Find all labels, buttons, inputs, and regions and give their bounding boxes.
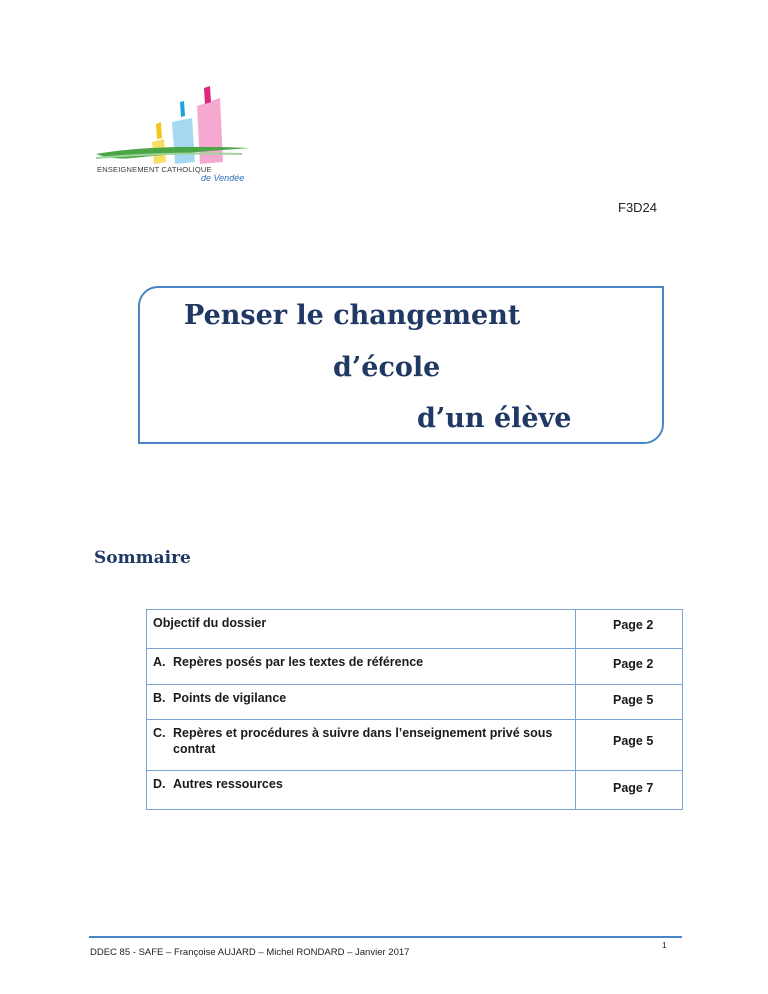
footer-text: DDEC 85 - SAFE – Françoise AUJARD – Michel RONDARD – Janvier 2017 (90, 947, 410, 958)
table-of-contents (146, 609, 683, 810)
toc-label: C. Repères et procédures à suivre dans l’enseignement privé sous contrat (147, 720, 576, 771)
toc-row (147, 685, 683, 720)
document-reference: F3D24 (618, 200, 658, 215)
toc-page: Page 7 (576, 771, 683, 810)
logo-text: ENSEIGNEMENT CATHOLIQUE (97, 165, 212, 174)
logo-subtext: de Vendée (201, 173, 245, 183)
toc-label: D. Autres ressources (147, 771, 576, 810)
sommaire-heading: Sommaire (94, 548, 191, 568)
toc-label: B. Points de vigilance (147, 685, 576, 720)
title-line-1: Penser le changement (184, 300, 521, 331)
toc-page: Page 2 (576, 649, 683, 685)
toc-label: Objectif du dossier (147, 610, 576, 649)
toc-row (147, 771, 683, 810)
toc-label: A. Repères posés par les textes de référence (147, 649, 576, 685)
title-line-2: d’école (333, 352, 441, 383)
toc-page: Page 5 (576, 685, 683, 720)
toc-row (147, 610, 683, 649)
page-number: 1 (662, 940, 667, 950)
toc-page: Page 2 (576, 610, 683, 649)
title-line-3: d’un élève (417, 403, 572, 434)
footer-divider (89, 936, 682, 938)
toc-row (147, 649, 683, 685)
toc-page: Page 5 (576, 720, 683, 771)
toc-row (147, 720, 683, 771)
